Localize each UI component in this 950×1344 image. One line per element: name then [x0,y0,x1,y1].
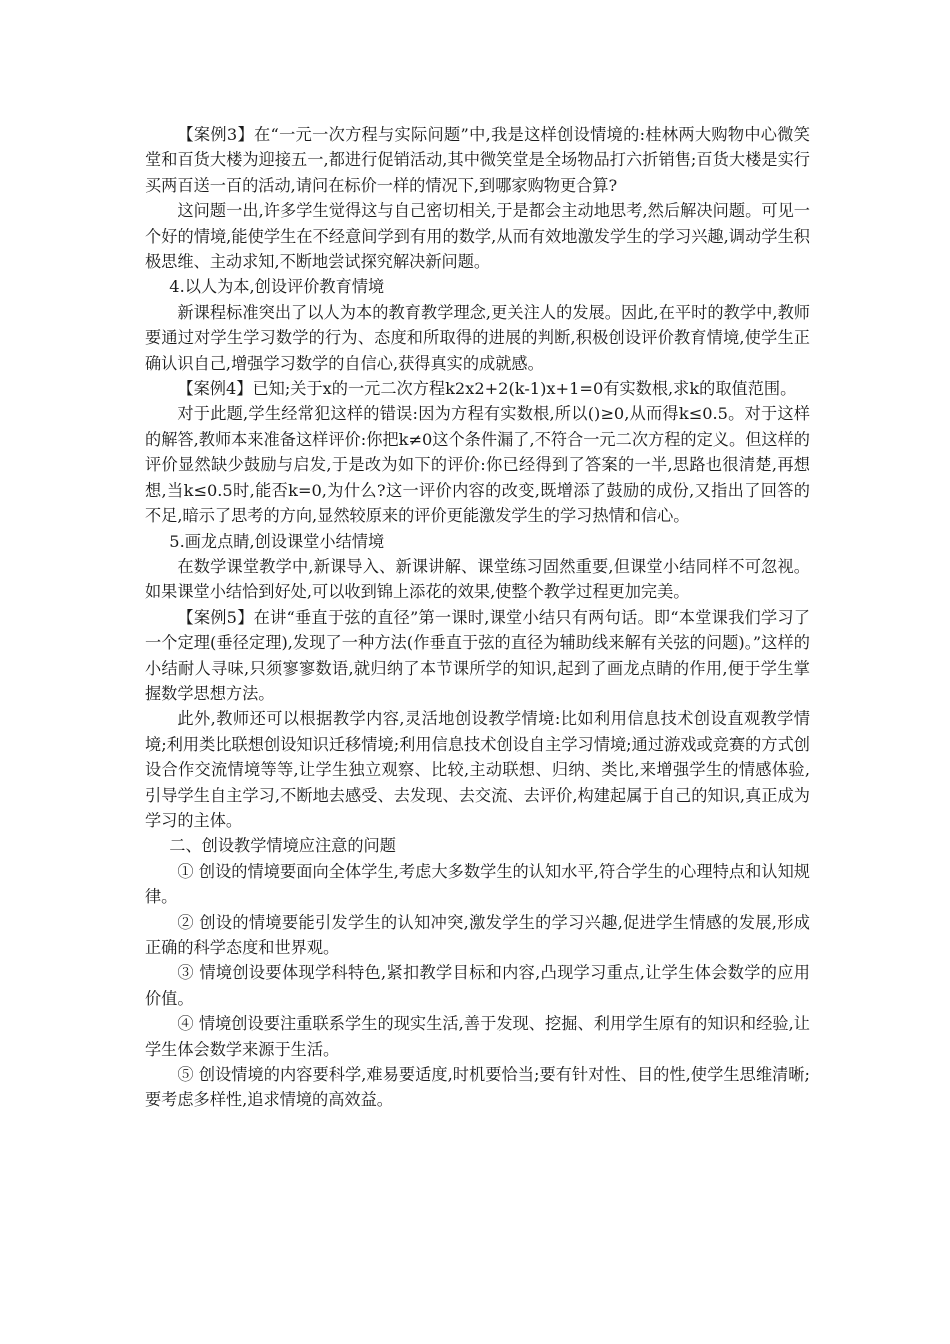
additional-methods-paragraph: 此外,教师还可以根据教学内容,灵活地创设教学情境:比如利用信息技术创设直观教学情境;利用类比联想创设知识迁移情境;利用信息技术创设自主学习情境;通过游戏或竞赛的方式创设合作交流情境等等,让学生独立观察、比较,主动联想、归纳、类比,来增强学生的情感体验,引导学生自主学习,不断地去感受、去发现、去交流、去评价,构建起属于自己的知识,真正成为学习的主体。 [145,709,810,830]
note-1-paragraph: ① 创设的情境要面向全体学生,考虑大多数学生的认知水平,符合学生的心理特点和认知规律。 [145,861,810,907]
note-2-paragraph: ② 创设的情境要能引发学生的认知冲突,激发学生的学习兴趣,促进学生情感的发展,形成正确的科学态度和世界观。 [145,912,810,957]
section-5-body-paragraph: 在数学课堂教学中,新课导入、新课讲解、课堂练习固然重要,但课堂小结同样不可忽视。如果课堂小结恰到好处,可以收到锦上添花的效果,使整个教学过程更加完美。 [145,556,810,602]
document-page [145,122,810,1113]
case-5-paragraph: 【案例5】在讲“垂直于弦的直径”第一课时,课堂小结只有两句话。即“本堂课我们学习了一个定理(垂径定理),发现了一种方法(作垂直于弦的直径为辅助线来解有关弦的问题)。”这样的小结耐人寻味,只须寥寥数语,就归纳了本节课所学的知识,起到了画龙点睛的作用,便于学生掌握数学思想方法。 [145,607,810,703]
case-3-comment-paragraph: 这问题一出,许多学生觉得这与自己密切相关,于是都会主动地思考,然后解决问题。可见一个好的情境,能使学生在不经意间学到有用的数学,从而有效地激发学生的学习兴趣,调动学生积极思维、主动求知,不断地尝试探究解决新问题。 [145,201,810,272]
case-3-paragraph: 【案例3】在“一元一次方程与实际问题”中,我是这样创设情境的:桂林两大购物中心微笑堂和百货大楼为迎接五一,都进行促销活动,其中微笑堂是全场物品打六折销售;百货大楼是实行买两百送一百的活动,请问在标价一样的情况下,到哪家购物更合算? [145,125,810,195]
note-3-paragraph: ③ 情境创设要体现学科特色,紧扣教学目标和内容,凸现学习重点,让学生体会数学的应用价值。 [145,963,810,1008]
section-4-heading: 4.以人为本,创设评价教育情境 [169,277,385,297]
note-5-paragraph: ⑤ 创设情境的内容要科学,难易要适度,时机要恰当;要有针对性、目的性,使学生思维清晰;要考虑多样性,追求情境的高效益。 [145,1065,810,1110]
case-4-paragraph: 【案例4】已知;关于x的一元二次方程k2x2+2(k-1)x+1=0有实数根,求k的取值范围。 [177,379,797,399]
section-4-body-paragraph: 新课程标准突出了以人为本的教育教学理念,更关注人的发展。因此,在平时的教学中,教师要通过对学生学习数学的行为、态度和所取得的进展的判断,积极创设评价教育情境,使学生正确认识自己,增强学习数学的自信心,获得真实的成就感。 [145,302,810,373]
case-4-comment-paragraph: 对于此题,学生经常犯这样的错误:因为方程有实数根,所以()≥0,从而得k≤0.5。对于这样的解答,教师本来准备这样评价:你把k≠0这个条件漏了,不符合一元二次方程的定义。但这样的评价显然缺少鼓励与启发,于是改为如下的评价:你已经得到了答案的一半,思路也很清楚,再想想,当k≤0.5时,能否k=0,为什么?这一评价内容的改变,既增添了鼓励的成份,又指出了回答的不足,暗示了思考的方向,显然较原来的评价更能激发学生的学习热情和信心。 [145,404,810,526]
note-4-paragraph: ④ 情境创设要注重联系学生的现实生活,善于发现、挖掘、利用学生原有的知识和经验,让学生体会数学来源于生活。 [145,1014,810,1059]
part-2-heading: 二、创设教学情境应注意的问题 [169,836,396,856]
section-5-heading: 5.画龙点睛,创设课堂小结情境 [169,531,385,551]
